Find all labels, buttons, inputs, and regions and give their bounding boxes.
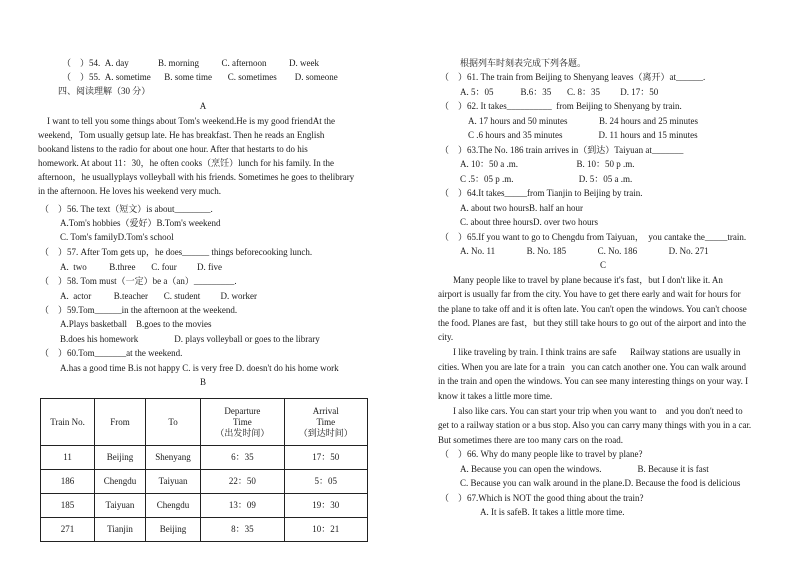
- left-text-line: （ ）54. A. day B. morning C. afternoon D. week: [62, 58, 319, 68]
- timetable-cell: Chengdu: [145, 494, 200, 518]
- left-text-line: 四、阅读理解（30 分）: [58, 86, 151, 96]
- right-text-line: the plane to take off and it is often late. You can't open the windows. You can't choose: [438, 304, 747, 314]
- right-text-line: （ ）64.It takes_____from Tianjin to Beijing by train.: [440, 188, 643, 198]
- right-text-line: the food. Planes are fast，but they still take hours to go out of the airport and into the: [438, 318, 746, 328]
- right-text-line: （ ）63.The No. 186 train arrives in（到达）Taiyuan at_______: [440, 145, 684, 155]
- left-text-line: B.does his homework D. plays volleyball or goes to the library: [60, 334, 320, 344]
- left-text-line: A. two B.three C. four D. five: [60, 262, 222, 272]
- right-text-line: airport is usually far from the city. You have to get there early and wait for hours for: [438, 289, 741, 299]
- right-text-line: in the train and open the windows. You can see many interesting things on your way. I: [438, 376, 749, 386]
- right-text-line: Many people like to travel by plane because it's fast，but I don't like it. An: [444, 275, 723, 285]
- timetable-cell: 19：30: [284, 494, 367, 518]
- right-text-line: （ ）62. It takes__________ from Beijing to Shenyang by train.: [440, 101, 682, 111]
- left-text-line: homework. At about 11：30，he often cooks（烹饪）lunch for his family. In the: [38, 158, 335, 168]
- right-text-line: I like traveling by train. I think trains are safe Railway stations are usually in: [444, 347, 741, 357]
- right-text-line: （ ）61. The train from Beijing to Shenyang leaves（离开）at______.: [440, 72, 706, 82]
- timetable-header-row: [41, 399, 368, 446]
- left-text-line: A.has a good time B.is not happy C. is very free D. doesn't do his home work: [60, 363, 339, 373]
- timetable-cell: Beijing: [145, 518, 200, 542]
- left-text-line: C. Tom's familyD.Tom's school: [60, 232, 174, 242]
- right-text-line: C. about three hoursD. over two hours: [460, 217, 598, 227]
- right-text-line: A. It is safeB. It takes a little more time.: [480, 507, 625, 517]
- timetable-header-cell: From: [95, 399, 146, 446]
- timetable-cell: Shenyang: [145, 446, 200, 470]
- left-text-line: （ ）56. The text（短文）is about________.: [40, 204, 213, 214]
- left-text-line: afternoon，he usuallyplays volleyball with his friends. Sometimes he goes to thelibrary: [38, 172, 355, 182]
- timetable-cell: Taiyuan: [145, 470, 200, 494]
- right-text-line: city.: [438, 332, 454, 342]
- timetable-cell: 5：05: [284, 470, 367, 494]
- right-text-line: （ ）67.Which is NOT the good thing about the train?: [440, 493, 644, 503]
- right-text-line: cities. When you are late for a train you can catch another one. You can walk around: [438, 362, 746, 372]
- timetable-cell: Chengdu: [95, 470, 146, 494]
- timetable-cell: 185: [41, 494, 95, 518]
- timetable-cell: 11: [41, 446, 95, 470]
- timetable-cell: 22：50: [201, 470, 284, 494]
- left-text-line: bookand listens to the radio for about one hour. After that hestarts to do his: [38, 144, 308, 154]
- timetable-cell: Taiyuan: [95, 494, 146, 518]
- left-text-line: A: [199, 101, 207, 111]
- timetable-header-cell: To: [145, 399, 200, 446]
- left-text-line: A.Tom's hobbies（爱好）B.Tom's weekend: [60, 218, 221, 228]
- timetable-cell: Tianjin: [95, 518, 146, 542]
- left-text-line: （ ）55. A. sometime B. some time C. sometimes D. someone: [62, 72, 338, 82]
- right-text-line: （ ）66. Why do many people like to travel by plane?: [440, 449, 643, 459]
- right-text-line: A. 5：05 B.6：35 C. 8：35 D. 17：50: [460, 87, 659, 97]
- train-timetable: [40, 398, 368, 542]
- right-text-line: But sometimes there are too many cars on the road.: [438, 435, 623, 445]
- left-text-line: in the afternoon. He loves his weekend very much.: [38, 186, 221, 196]
- right-text-line: I also like cars. You can start your trip when you want to and you don't need to: [444, 406, 743, 416]
- right-text-line: C .6 hours and 35 minutes D. 11 hours and 15 minutes: [468, 130, 698, 140]
- table-row: [41, 518, 368, 542]
- timetable-cell: 186: [41, 470, 95, 494]
- right-text-line: 根据列车时刻表完成下列各题。: [460, 58, 587, 68]
- right-text-line: （ ）65.If you want to go to Chengdu from Taiyuan， you cantake the_____train.: [440, 232, 747, 242]
- left-text-line: A.Plays basketball B.goes to the movies: [60, 319, 212, 329]
- timetable-cell: Beijing: [95, 446, 146, 470]
- left-text-line: （ ）57. After Tom gets up，he does______ things beforecooking lunch.: [40, 247, 313, 257]
- timetable-cell: 13：09: [201, 494, 284, 518]
- left-text-line: A. actor B.teacher C. student D. worker: [60, 291, 257, 301]
- right-text-line: C .5：05 p .m. D. 5：05 a .m.: [460, 174, 633, 184]
- table-row: [41, 494, 368, 518]
- timetable-cell: 8：35: [201, 518, 284, 542]
- timetable-cell: 271: [41, 518, 95, 542]
- right-text-line: A. Because you can open the windows. B. Because it is fast: [460, 464, 709, 474]
- right-text-line: get to a railway station or a bus stop. Also you can carry many things with you in a car.: [438, 420, 752, 430]
- left-text-line: （ ）58. Tom must（一定）be a（an）_________.: [40, 276, 237, 286]
- timetable-header-cell: Arrival Time （到达时间）: [284, 399, 367, 446]
- table-row: [41, 470, 368, 494]
- timetable-cell: 6：35: [201, 446, 284, 470]
- left-text-line: B: [199, 377, 206, 387]
- left-text-line: weekend，Tom usually getsup late. He has breakfast. Then he reads an English: [38, 130, 325, 140]
- timetable-header-cell: Departure Time （出发时间）: [201, 399, 284, 446]
- right-text-line: A. No. 11 B. No. 185 C. No. 186 D. No. 271: [460, 246, 709, 256]
- right-text-line: know it takes a little more time.: [438, 391, 553, 401]
- timetable-cell: 10：21: [284, 518, 367, 542]
- timetable-cell: 17：50: [284, 446, 367, 470]
- right-text-line: C: [599, 260, 606, 270]
- left-text-line: （ ）60.Tom_______at the weekend.: [40, 348, 183, 358]
- timetable-header-cell: Train No.: [41, 399, 95, 446]
- right-text-line: A. 17 hours and 50 minutes B. 24 hours and 25 minutes: [468, 116, 698, 126]
- table-row: [41, 446, 368, 470]
- left-text-line: （ ）59.Tom______in the afternoon at the weekend.: [40, 305, 238, 315]
- right-text-line: C. Because you can walk around in the plane.D. Because the food is delicious: [460, 478, 741, 488]
- right-text-line: A. about two hoursB. half an hour: [460, 203, 583, 213]
- right-text-line: A. 10：50 a .m. B. 10：50 p .m.: [460, 159, 635, 169]
- left-text-line: I want to tell you some things about Tom's weekend.He is my good friendAt the: [38, 116, 336, 126]
